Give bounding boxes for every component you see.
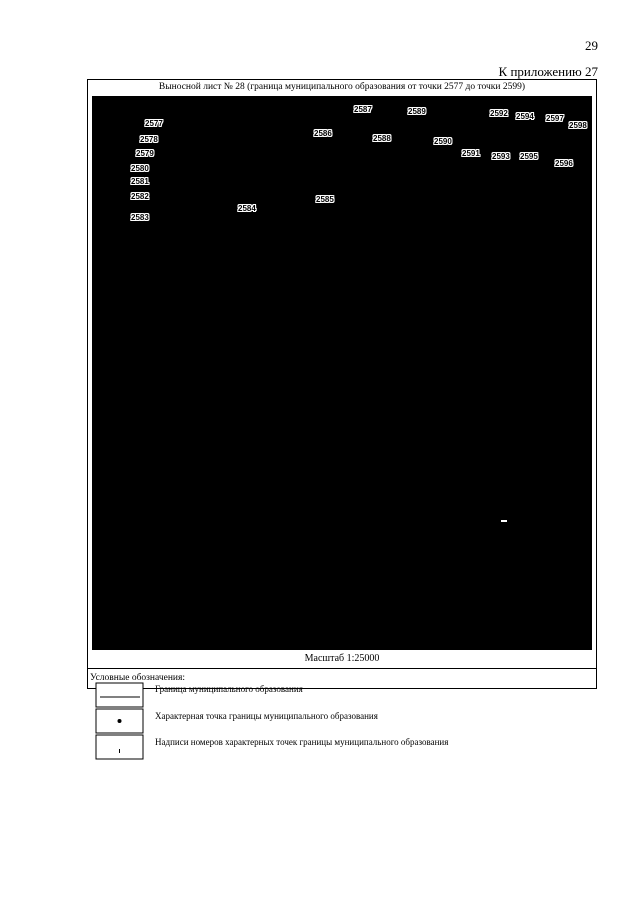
point-label-2594: 2594	[516, 112, 534, 121]
map-marker	[501, 520, 507, 522]
sheet-title: Выносной лист № 28 (граница муниципального образования от точки 2577 до точки 2599)	[158, 82, 526, 92]
appendix-reference: К приложению 27	[498, 64, 598, 79]
legend-drawing	[88, 669, 596, 767]
legend	[88, 668, 596, 747]
point-label-2581: 2581	[131, 177, 149, 186]
point-label-2585: 2585	[316, 195, 334, 204]
point-label-2590: 2590	[434, 137, 452, 146]
point-label-2580: 2580	[131, 164, 149, 173]
point-label-2591: 2591	[462, 149, 480, 158]
point-label-2588: 2588	[373, 134, 391, 143]
map-scale: Масштаб 1:25000	[304, 653, 380, 664]
point-label-2589: 2589	[408, 107, 426, 116]
map-area	[92, 96, 592, 650]
legend-symbol-box-boundary	[96, 683, 143, 707]
legend-label-numbers: Надписи номеров характерных точек границы муниципального образования	[155, 737, 449, 747]
map-sheet	[87, 79, 597, 747]
legend-title: Условные обозначения:	[90, 673, 186, 683]
point-label-2578: 2578	[140, 135, 158, 144]
point-label-2577: 2577	[145, 119, 163, 128]
point-label-2598: 2598	[569, 121, 587, 130]
point-label-2597: 2597	[546, 114, 564, 123]
legend-symbol-box-label	[96, 735, 143, 759]
point-label-2587: 2587	[354, 105, 372, 114]
point-label-2593: 2593	[492, 152, 510, 161]
legend-label-point: Характерная точка границы муниципального образования	[155, 711, 378, 721]
point-label-2579: 2579	[136, 149, 154, 158]
legend-label-boundary: Граница муниципального образования	[155, 684, 303, 694]
point-label-2595: 2595	[520, 152, 538, 161]
point-label-2582: 2582	[131, 192, 149, 201]
point-label-2592: 2592	[490, 109, 508, 118]
point-label-2583: 2583	[131, 213, 149, 222]
point-label-2584: 2584	[238, 204, 256, 213]
page-number: 29	[585, 38, 598, 53]
point-label-2596: 2596	[555, 159, 573, 168]
point-label-2586: 2586	[314, 129, 332, 138]
boundary-point-icon	[118, 719, 122, 723]
